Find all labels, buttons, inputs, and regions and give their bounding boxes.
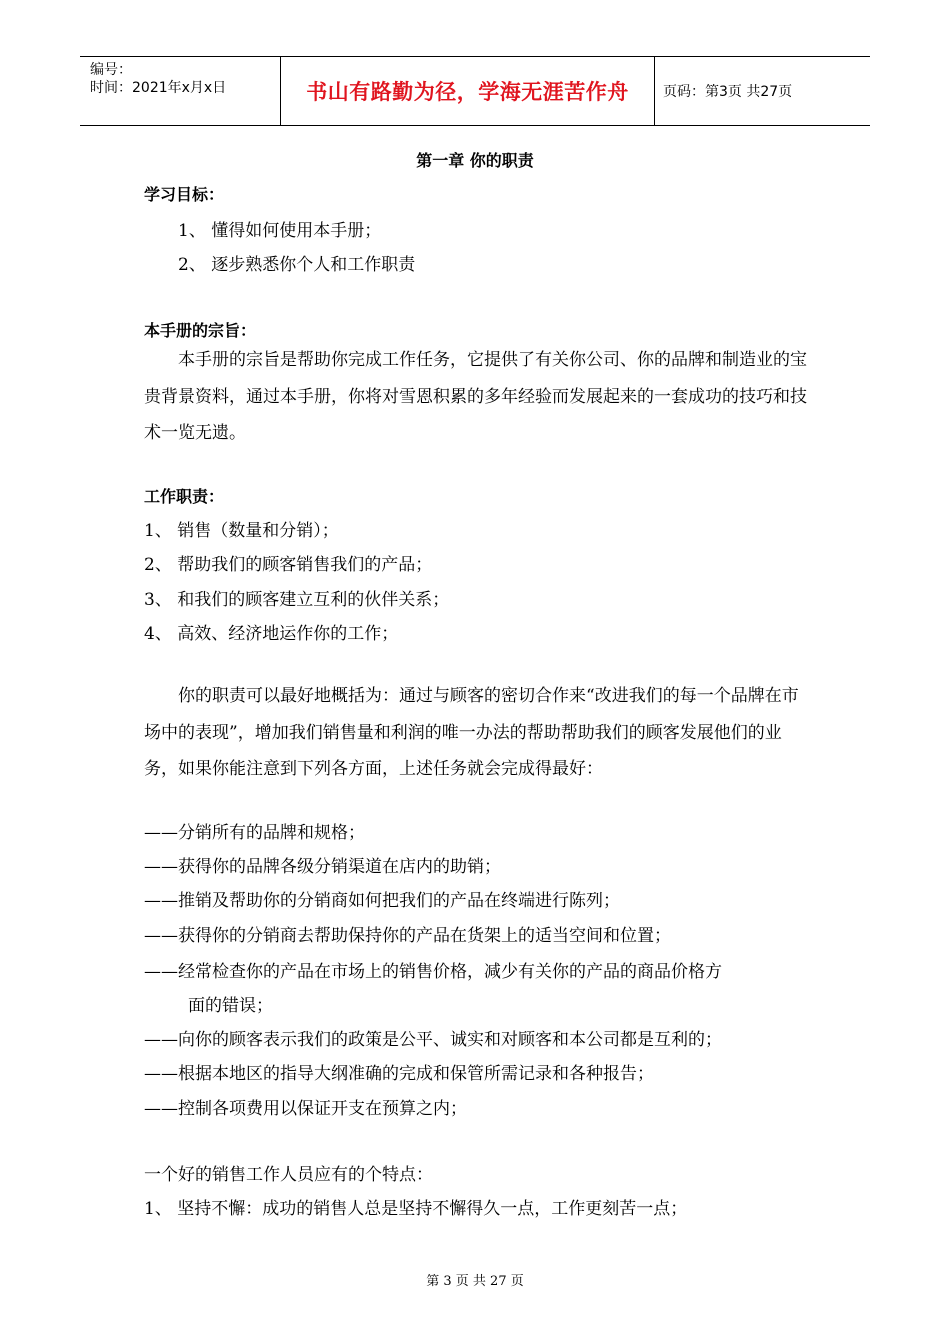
duty-item: 3、 和我们的顾客建立互利的伙伴关系； [144,590,450,610]
time-label: 时间：2021年x月x日 [90,80,227,96]
objectives-heading: 学习目标： [144,185,225,204]
dash-item-continuation: 面的错误； [188,996,273,1016]
header-meta-cell [80,57,281,125]
duty-item: 4、 高效、经济地运作你的工作； [144,624,399,644]
page-footer: 第 3 页 共 27 页 [426,1274,524,1289]
duties-heading: 工作职责： [144,487,225,506]
dash-item: ——控制各项费用以保证开支在预算之内； [144,1099,467,1119]
objective-item: 1、 懂得如何使用本手册； [178,221,382,241]
dash-item: ——获得你的分销商去帮助保持你的产品在货架上的适当空间和位置； [144,926,671,946]
dash-item: ——经常检查你的产品在市场上的销售价格，减少有关你的产品的商品价格方 [144,962,722,982]
purpose-paragraph: 本手册的宗旨是帮助你完成工作任务，它提供了有关你公司、你的品牌和制造业的宝贵背景资料，通过本手册，你将对雪恩积累的多年经验而发展起来的一套成功的技巧和技术一览无遗。 [144,350,807,443]
purpose-heading: 本手册的宗旨： [144,321,257,340]
duty-item: 2、 帮助我们的顾客销售我们的产品； [144,555,433,575]
dash-item: ——分销所有的品牌和规格； [144,823,365,843]
dash-item: ——根据本地区的指导大纲准确的完成和保管所需记录和各种报告； [144,1064,654,1084]
traits-intro: 一个好的销售工作人员应有的个特点： [144,1165,433,1185]
objective-item: 2、 逐步熟悉你个人和工作职责 [178,255,416,275]
number-label: 编号： [90,62,132,78]
chapter-title: 第一章 你的职责 [416,151,534,170]
dash-item: ——向你的顾客表示我们的政策是公平、诚实和对顾客和本公司都是互利的； [144,1030,722,1050]
header-motto: 书山有路勤为径，学海无涯苦作舟 [281,57,655,125]
duty-item: 1、 销售（数量和分销）； [144,521,339,541]
dash-item: ——获得你的品牌各级分销渠道在店内的助销； [144,857,501,877]
page-header [80,56,870,126]
dash-item: ——推销及帮助你的分销商如何把我们的产品在终端进行陈列； [144,891,620,911]
header-page-info: 页码：第3页 共27页 [663,84,793,100]
trait-item: 1、 坚持不懈：成功的销售人总是坚持不懈得久一点，工作更刻苦一点； [144,1199,688,1219]
summary-paragraph: 你的职责可以最好地概括为：通过与顾客的密切合作来“改进我们的每一个品牌在市场中的表现”，增加我们销售量和利润的唯一办法的帮助帮助我们的顾客发展他们的业务，如果你能注意到下列各方面，上述任务就会完成得最好： [144,686,799,779]
